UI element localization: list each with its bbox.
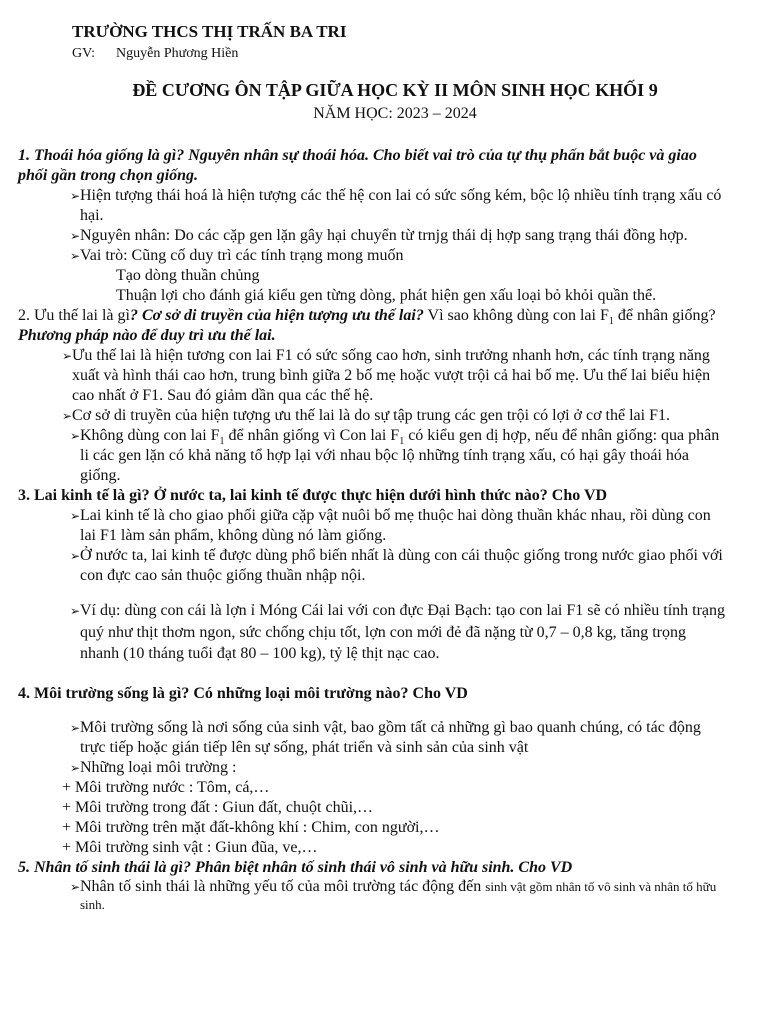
q1-answer-3c: Thuận lợi cho đánh giá kiểu gen từng dòng, phát hiện gen xấu loại bỏ khỏi quần thể. (116, 287, 657, 304)
teacher-name: Nguyễn Phương Hiền (116, 46, 239, 61)
q3-answer-1: ➢Lai kinh tế là cho giao phối giữa cặp vật nuôi bố mẹ thuộc hai dòng thuần khác nhau, rồi dùng con lai F1 làm sản phẩm, không dùng nó làm giống. (70, 507, 711, 544)
q4-answer-1: ➢Môi trường sống là nơi sống của sinh vật, bao gồm tất cả những gì bao quanh chúng, có tác động trực tiếp hoặc gián tiếp lên sự sống, phát triển và sinh sản của sinh vật (70, 719, 701, 756)
q1-answer-3: ➢Vai trò: Cũng cố duy trì các tính trạng mong muốn (70, 247, 404, 264)
q3-answer-2: ➢Ở nước ta, lai kinh tế được dùng phổ biến nhất là dùng con cái thuộc giống trong nước giao phối với con đực cao sản thuộc giống thuần nhập nội. (70, 547, 723, 584)
q4-env-soil: + Môi trường trong đất : Giun đất, chuột chũi,… (62, 799, 374, 816)
q4-answer-2: ➢Những loại môi trường : (70, 759, 237, 776)
teacher-line (72, 44, 238, 64)
q2-answer-3: ➢Không dùng con lai $F_1$ để nhân giống vì Con lai $F_1$ có kiểu gen dị hợp, nếu để nhân giống: qua phân li các gen lặn có khả năng tổ hợp lại với nhau bộc lộ những tính trạng xấu, có hại gây thoái hóa giống. (70, 427, 720, 484)
arrow-bullet-icon: ➢ (62, 409, 73, 423)
arrow-bullet-icon: ➢ (70, 761, 81, 775)
arrow-bullet-icon: ➢ (70, 229, 81, 243)
arrow-bullet-icon: ➢ (70, 604, 81, 618)
arrow-bullet-icon: ➢ (70, 249, 81, 263)
school-year: NĂM HỌC: 2023 – 2024 (313, 105, 477, 122)
arrow-bullet-icon: ➢ (70, 189, 81, 203)
q4-env-water: + Môi trường nước : Tôm, cá,… (62, 779, 270, 796)
arrow-bullet-icon: ➢ (62, 349, 73, 363)
q3-example: ➢Ví dụ: dùng con cái là lợn ỉ Móng Cái lai với con đực Đại Bạch: tạo con lai F1 sẽ có nhiều tính trạng quý như thịt thơm ngon, sức chống chịu tốt, lợn con mới đẻ đã nặng từ 0,7 – 0,8 kg, tăng trọng nhanh (10 tháng tuổi đạt 80 – 100 kg), tỷ lệ thịt nạc cao. (70, 602, 726, 662)
document-body (18, 146, 726, 914)
q1-answer-1: ➢Hiện tượng thái hoá là hiện tượng các thế hệ con lai có sức sống kém, bộc lộ nhiều tính trạng xấu có hại. (70, 187, 722, 224)
arrow-bullet-icon: ➢ (70, 429, 81, 443)
q4-env-organism: + Môi trường sinh vật : Giun đũa, ve,… (62, 839, 318, 856)
q1-answer-2: ➢Nguyên nhân: Do các cặp gen lặn gây hại chuyển từ trnjg thái dị hợp sang trạng thái đồng hợp. (70, 227, 688, 244)
question-2: 2. Ưu thế lai là gì? Cơ sở di truyền của hiện tượng ưu thế lai? Vì sao không dùng con lai $F_1$ để nhân giống? Phương pháp nào để duy trì ưu thế lai. (18, 307, 716, 344)
arrow-bullet-icon: ➢ (70, 509, 81, 523)
question-3: 3. Lai kinh tế là gì? Ở nước ta, lai kinh tế được thực hiện dưới hình thức nào? Cho VD (18, 487, 608, 504)
gv-label: GV: (72, 46, 96, 61)
question-4: 4. Môi trường sống là gì? Có những loại môi trường nào? Cho VD (18, 685, 468, 702)
school-name: TRƯỜNG THCS THỊ TRẤN BA TRI (72, 22, 347, 41)
arrow-bullet-icon: ➢ (70, 880, 81, 894)
question-1: 1. Thoái hóa giống là gì? Nguyên nhân sự thoái hóa. Cho biết vai trò của tự thụ phấn bắt buộc và giao phối gần trong chọn giống. (18, 147, 697, 184)
q2-answer-2: ➢Cơ sở di truyền của hiện tượng ưu thế lai là do sự tập trung các gen trội có lợi ở cơ thể lai F1. (62, 407, 670, 424)
arrow-bullet-icon: ➢ (70, 721, 81, 735)
q2-answer-1: ➢Ưu thế lai là hiện tương con lai F1 có sức sống cao hơn, sinh trưởng nhanh hơn, các tính trạng năng xuất và hình thái cao hơn, trung bình giữa 2 bố mẹ hoặc vượt trội cả hai bố mẹ. Ưu thế lai biểu hiện cao nhất ở F1. Sau đó giảm dần qua các thế hệ. (62, 347, 711, 404)
question-5: 5. Nhân tố sinh thái là gì? Phân biệt nhân tố sinh thái vô sinh và hữu sinh. Cho VD (18, 859, 573, 876)
q1-answer-3b: Tạo dòng thuần chủng (116, 267, 260, 284)
q5-answer-1: ➢Nhân tố sinh thái là những yếu tố của môi trường tác động đến sinh vật gồm nhân tố vô sinh và nhân tố hữu sinh. (70, 878, 717, 912)
arrow-bullet-icon: ➢ (70, 549, 81, 563)
q4-env-land-air: + Môi trường trên mặt đất-không khí : Chim, con người,… (62, 819, 440, 836)
document-title: ĐỀ CƯƠNG ÔN TẬP GIỮA HỌC KỲ II MÔN SINH HỌC KHỐI 9 (132, 80, 658, 100)
